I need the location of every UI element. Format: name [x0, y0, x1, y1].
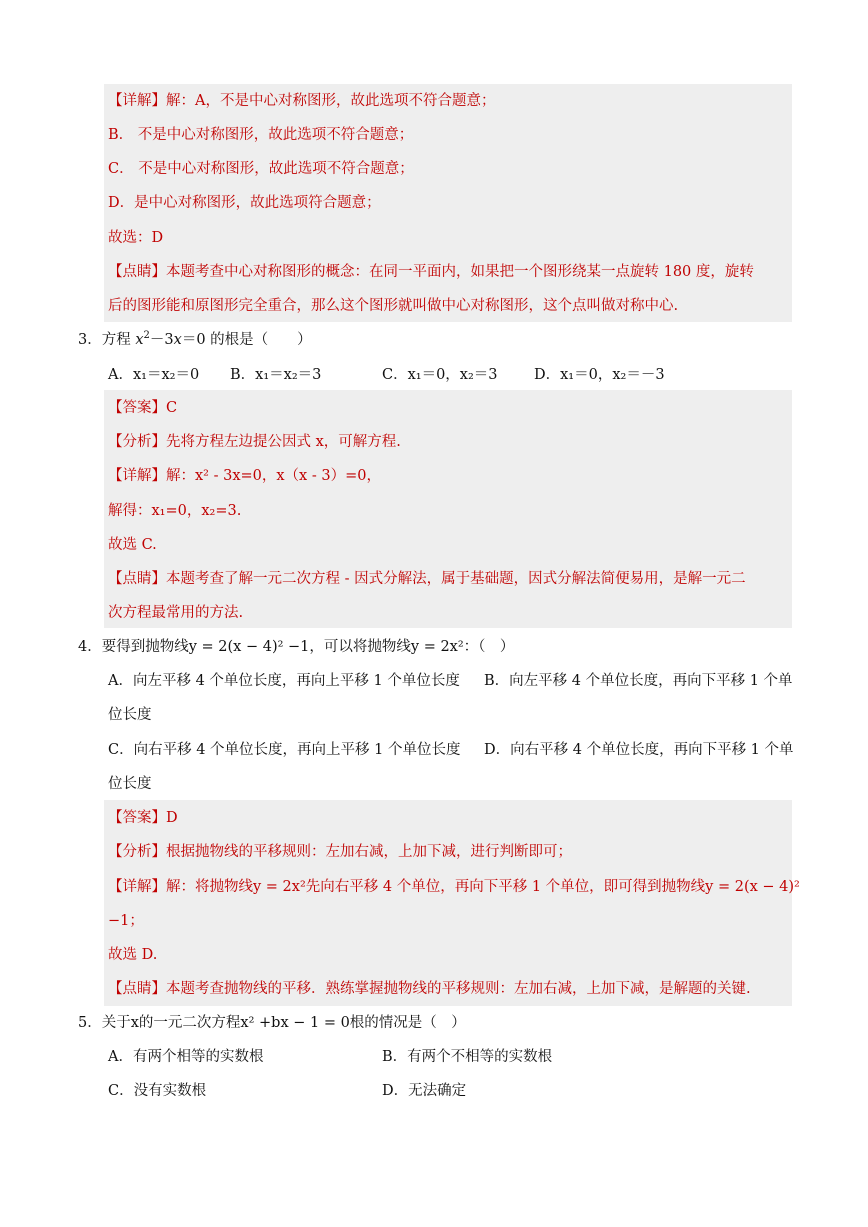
- q4-stem-text: 要得到抛物线y = 2(x − 4)² −1，可以将抛物线y = 2x²：（ ）: [101, 639, 515, 655]
- q3-option-b[interactable]: B．x₁＝x₂＝3: [230, 367, 322, 383]
- q2-detail-d: D．是中心对称图形，故此选项符合题意；: [108, 195, 381, 211]
- q3-stem-pre: 方程: [101, 332, 136, 348]
- q4-option-c[interactable]: C．向右平移 4 个单位长度，再向上平移 1 个单位长度: [108, 742, 461, 758]
- q4-option-a[interactable]: A．向左平移 4 个单位长度，再向上平移 1 个单位长度: [108, 673, 460, 689]
- q3-stem-post: ＝0 的根是（ ）: [181, 332, 312, 348]
- q3-option-d[interactable]: D．x₁＝0，x₂＝－3: [534, 367, 665, 383]
- q2-detail-c: C． 不是中心对称图形，故此选项不符合题意；: [108, 161, 414, 177]
- q3-number: 3．: [78, 332, 102, 348]
- q2-detail: 【详解】解：A，不是中心对称图形，故此选项不符合题意；: [108, 93, 496, 109]
- q5-stem-text: 关于x的一元二次方程x² +bx − 1 = 0根的情况是（ ）: [101, 1015, 466, 1031]
- q4-choice: 故选 D.: [108, 947, 158, 963]
- q4-detail-line2: −1；: [108, 913, 144, 929]
- q4-analysis: 【分析】根据抛物线的平移规则：左加右减，上加下减，进行判断即可；: [108, 844, 572, 860]
- q4-option-d-wrap: 位长度: [108, 776, 152, 792]
- q4-option-b-wrap: 位长度: [108, 707, 152, 723]
- q3-stem: 3．方程 $x^2-3x=0$ 的根是（ ）: [78, 330, 312, 348]
- q2-detail-b: B． 不是中心对称图形，故此选项不符合题意；: [108, 127, 414, 143]
- q5-option-a[interactable]: A．有两个相等的实数根: [108, 1049, 264, 1065]
- q2-choice: 故选：D: [108, 230, 164, 246]
- q4-answer: 【答案】D: [108, 810, 178, 826]
- q3-solve: 解得：x₁=0，x₂=3.: [108, 503, 242, 519]
- q4-detail-line1: 【详解】解：将抛物线y = 2x²先向右平移 4 个单位，再向下平移 1 个单位，即可得到抛物线y = 2(x − 4)²: [108, 879, 800, 895]
- q3-analysis: 【分析】先将方程左边提公因式 x，可解方程.: [108, 434, 401, 450]
- q4-point: 【点睛】本题考查抛物线的平移．熟练掌握抛物线的平移规则：左加右减，上加下减，是解题的关键.: [108, 981, 751, 997]
- q5-option-b[interactable]: B．有两个不相等的实数根: [382, 1049, 553, 1065]
- q4-solution-box: [104, 800, 792, 1006]
- q2-point-line1: 【点睛】本题考查中心对称图形的概念：在同一平面内，如果把一个图形绕某一点旋转 180 度，旋转: [108, 264, 754, 280]
- q4-number: 4．: [78, 639, 102, 655]
- q3-point-line2: 次方程最常用的方法.: [108, 605, 244, 621]
- q4-stem: [78, 637, 514, 657]
- q5-stem: [78, 1013, 466, 1033]
- q3-choice: 故选 C.: [108, 537, 157, 553]
- q5-option-d[interactable]: D．无法确定: [382, 1083, 467, 1099]
- q5-option-c[interactable]: C．没有实数根: [108, 1083, 207, 1099]
- q4-option-b[interactable]: B．向左平移 4 个单位长度，再向下平移 1 个单: [484, 673, 793, 689]
- q2-point-line2: 后的图形能和原图形完全重合，那么这个图形就叫做中心对称图形，这个点叫做对称中心.: [108, 298, 679, 314]
- q3-point-line1: 【点睛】本题考查了解一元二次方程 - 因式分解法，属于基础题，因式分解法简便易用，是解一元二: [108, 571, 746, 587]
- q5-number: 5．: [78, 1015, 102, 1031]
- q3-answer: 【答案】C: [108, 400, 178, 416]
- q3-option-a[interactable]: A．x₁＝x₂＝0: [108, 367, 200, 383]
- q3-detail: 【详解】解：x² - 3x=0，x（x - 3）=0，: [108, 468, 381, 484]
- q4-option-d[interactable]: D．向右平移 4 个单位长度，再向下平移 1 个单: [484, 742, 794, 758]
- q3-option-c[interactable]: C．x₁＝0，x₂＝3: [382, 367, 498, 383]
